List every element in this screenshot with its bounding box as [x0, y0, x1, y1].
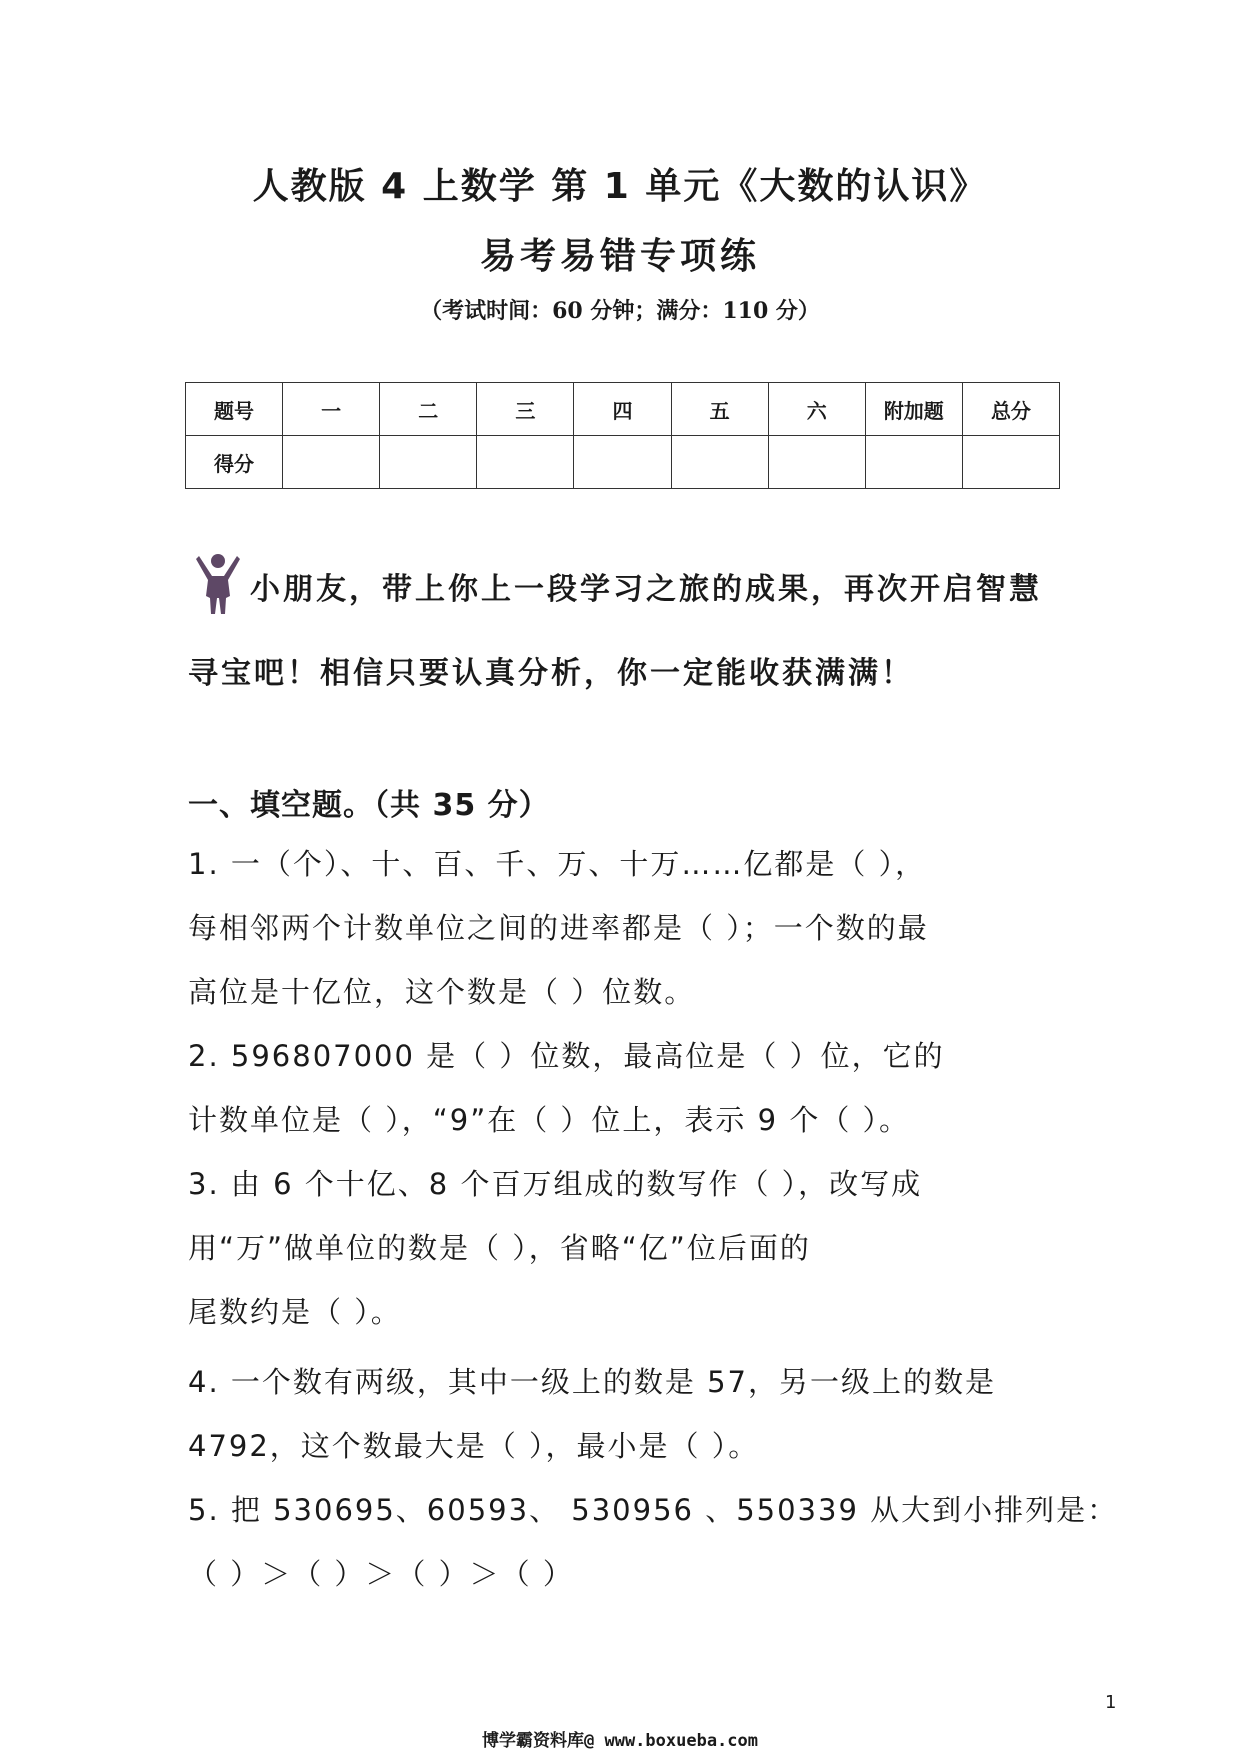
table-cell: 四 [574, 383, 671, 436]
document-subtitle: 易考易错专项练 [479, 236, 760, 277]
table-cell: 六 [768, 383, 865, 436]
table-cell: 题号 [186, 383, 283, 436]
score-table-score-row [186, 436, 1060, 489]
question-line: 高位是十亿位，这个数是（ ）位数。 [188, 975, 696, 1009]
score-cell[interactable] [574, 436, 671, 489]
table-cell: 二 [380, 383, 477, 436]
table-cell: 得分 [186, 436, 283, 489]
page-number: 1 [1105, 1692, 1117, 1713]
question-line: 1. 一（个）、十、百、千、万、十万……亿都是（ ）， [188, 847, 927, 881]
question-line: （ ）＞（ ）＞（ ）＞（ ） [188, 1557, 574, 1591]
question-line: 4792，这个数最大是（ ），最小是（ ）。 [188, 1429, 760, 1463]
score-table-header-row [186, 383, 1060, 436]
question-line: 计数单位是（ ），“9”在（ ）位上，表示 9 个（ ）。 [188, 1103, 911, 1137]
question-line: 2. 596807000 是（ ）位数，最高位是（ ）位，它的 [188, 1039, 945, 1073]
score-cell[interactable] [477, 436, 574, 489]
score-cell[interactable] [671, 436, 768, 489]
question-line: 尾数约是（ ）。 [188, 1295, 402, 1329]
question-line: 用“万”做单位的数是（ ），省略“亿”位后面的 [188, 1231, 811, 1265]
table-cell: 附加题 [865, 383, 962, 436]
score-cell[interactable] [768, 436, 865, 489]
table-cell: 总分 [962, 383, 1059, 436]
section-title: 一、填空题。（共 35 分） [188, 788, 550, 823]
score-table [185, 382, 1060, 489]
table-cell: 一 [283, 383, 380, 436]
question-line: 4. 一个数有两级，其中一级上的数是 57，另一级上的数是 [188, 1365, 997, 1399]
footer-watermark: 博学霸资料库@ www.boxueba.com [482, 1731, 758, 1751]
score-cell[interactable] [380, 436, 477, 489]
exam-info: （考试时间：60 分钟；满分：110 分） [420, 298, 820, 324]
score-cell[interactable] [865, 436, 962, 489]
table-cell: 五 [671, 383, 768, 436]
question-line: 3. 由 6 个十亿、8 个百万组成的数写作（ ），改写成 [188, 1167, 923, 1201]
intro-line-1: 小朋友，带上你上一段学习之旅的成果，再次开启智慧 [250, 572, 1042, 607]
score-cell[interactable] [283, 436, 380, 489]
question-line: 5. 把 530695、60593、 530956 、550339 从大到小排列是： [188, 1493, 1119, 1527]
table-cell: 三 [477, 383, 574, 436]
score-cell[interactable] [962, 436, 1059, 489]
intro-line-2: 寻宝吧！相信只要认真分析，你一定能收获满满！ [188, 656, 914, 691]
question-line: 每相邻两个计数单位之间的进率都是（ ）；一个数的最 [188, 911, 929, 945]
child-cheering-icon [196, 552, 240, 616]
document-title: 人教版 4 上数学 第 1 单元《大数的认识》 [252, 166, 988, 207]
